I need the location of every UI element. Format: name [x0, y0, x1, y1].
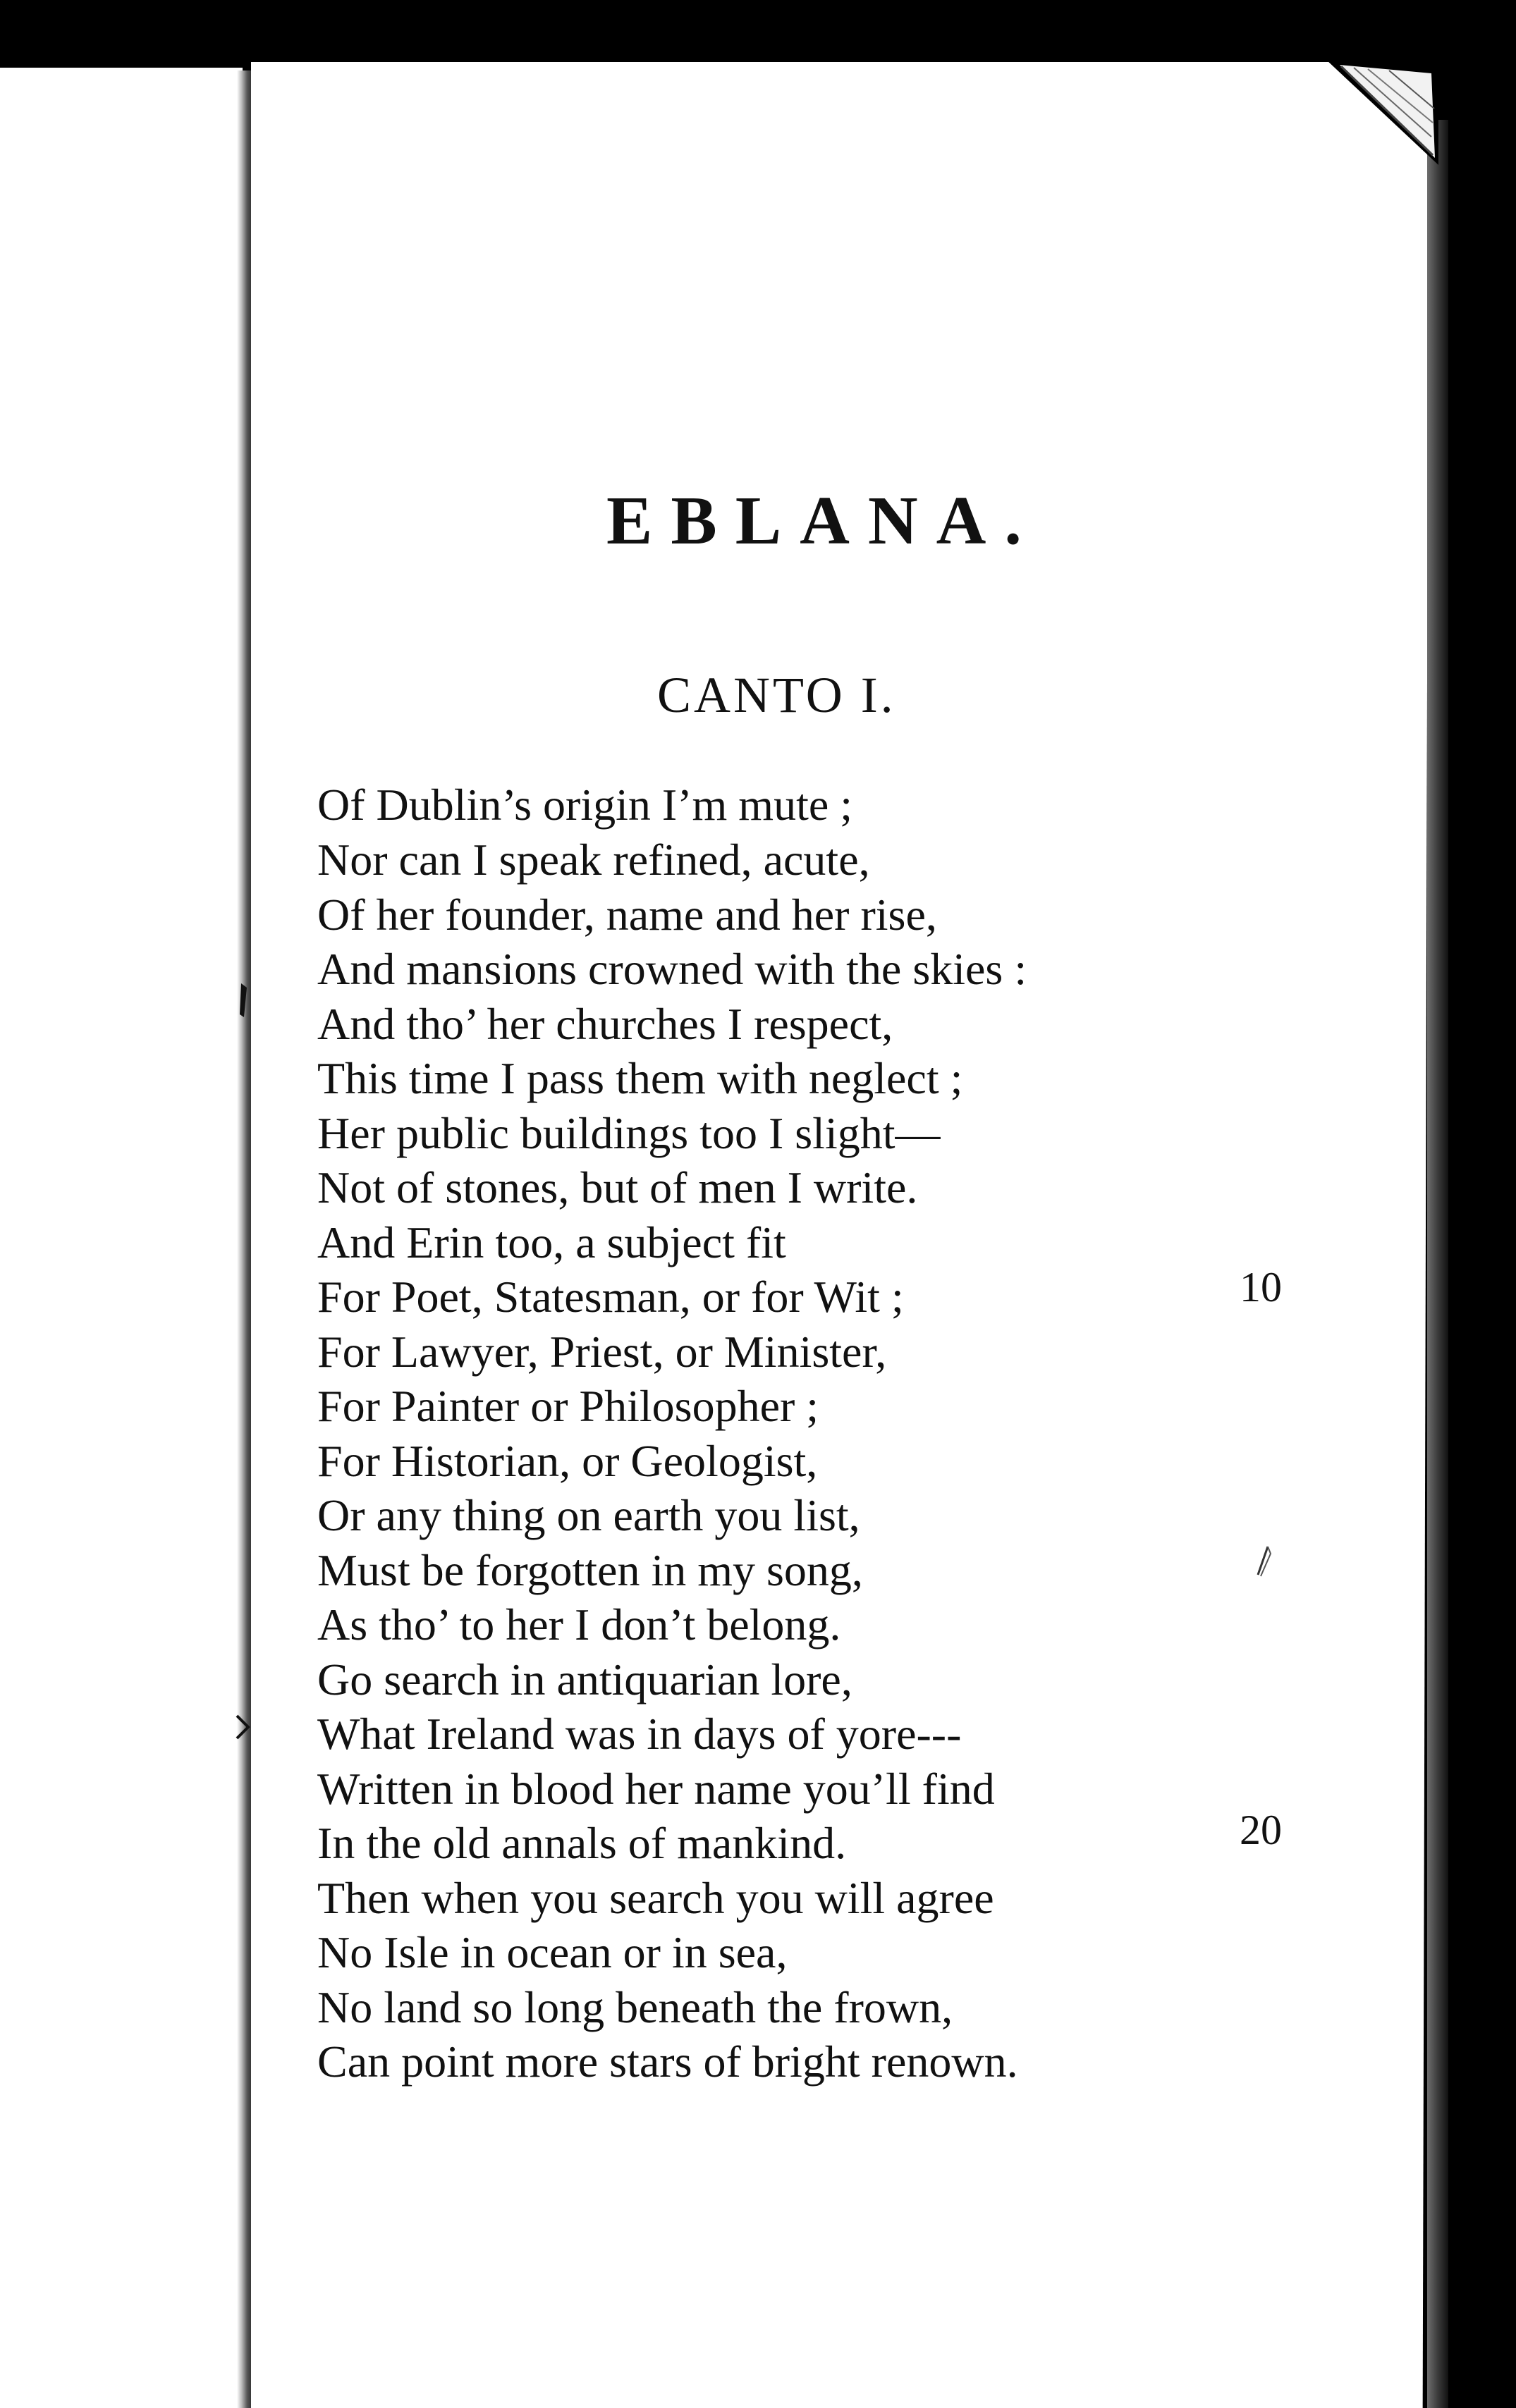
page-edge-shadow — [1427, 120, 1448, 2408]
verse-line: And mansions crowned with the skies : — [317, 944, 1027, 994]
verse-line: For Lawyer, Priest, or Minister, — [317, 1327, 887, 1377]
line-number: 10 — [1240, 1264, 1282, 1310]
verse-line: And Erin too, a subject fit — [317, 1217, 786, 1267]
verse-line: For Painter or Philosopher ; — [317, 1381, 819, 1431]
verse-line: Can point more stars of bright renown. — [317, 2037, 1018, 2087]
verse-line: As tho’ to her I don’t belong. — [317, 1599, 841, 1650]
verse-line: Or any thing on earth you list, — [317, 1490, 860, 1540]
verse-line: No Isle in ocean or in sea, — [317, 1927, 788, 1977]
canto-heading: CANTO I. — [657, 667, 896, 723]
verse-line: Not of stones, but of men I write. — [317, 1162, 918, 1212]
verse-line: What Ireland was in days of yore--- — [317, 1709, 962, 1759]
verse-line: Then when you search you will agree — [317, 1873, 994, 1923]
verse-line: For Poet, Statesman, or for Wit ; — [317, 1272, 904, 1322]
verse-line: Of Dublin’s origin I’m mute ; — [317, 780, 853, 830]
verse-line: No land so long beneath the frown, — [317, 1982, 953, 2032]
verse-line: Of her founder, name and her rise, — [317, 890, 937, 940]
verse-line: Go search in antiquarian lore, — [317, 1654, 852, 1704]
verse-line: And tho’ her churches I respect, — [317, 999, 893, 1049]
book-gutter — [237, 70, 252, 2408]
page-title: EBLANA. — [606, 483, 1040, 559]
line-number: 20 — [1240, 1807, 1282, 1853]
verse-line: In the old annals of mankind. — [317, 1818, 847, 1868]
verse-line: Written in blood her name you’ll find — [317, 1764, 995, 1814]
verse-line: This time I pass them with neglect ; — [317, 1053, 963, 1103]
verse-line: Nor can I speak refined, acute, — [317, 835, 870, 885]
verse-line: Her public buildings too I slight— — [317, 1108, 941, 1158]
verse-line: For Historian, or Geologist, — [317, 1436, 818, 1486]
verse-line: Must be forgotten in my song, — [317, 1545, 863, 1595]
left-page-fragment — [0, 68, 243, 2408]
